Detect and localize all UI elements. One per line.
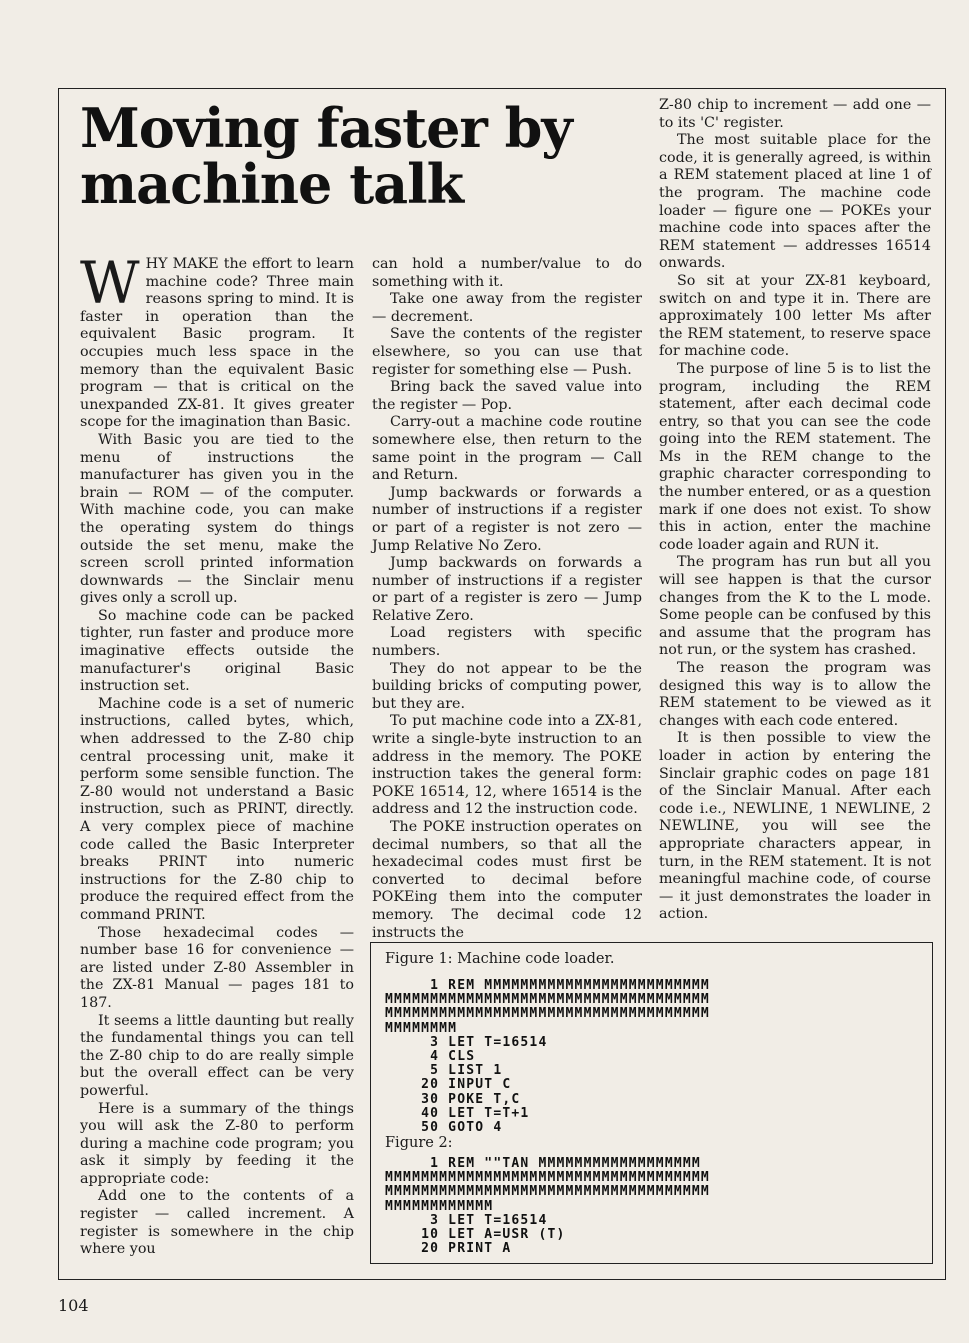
figure-1-label: Figure 1: Machine code loader. xyxy=(385,951,615,967)
paragraph: So sit at your ZX-81 keyboard, switch on and type it in. There are approximately 100 letter Ms after the REM statement, to reserve space for machine code. xyxy=(659,272,931,360)
paragraph: It is then possible to view the loader in action by entering the Sinclair graphic codes on page 181 of the Sinclair Manual. After each code i.e., NEWLINE, 1 NEWLINE, 2 NEWLINE, you will see the appropriate characters appear, in turn, in the REM statement. It is not meaningful machine code, of course — it just demonstrates the loader in action. xyxy=(659,730,931,923)
paragraph: Z-80 chip to increment — add one — to its 'C' register. xyxy=(659,97,931,131)
page-number: 104 xyxy=(58,1296,89,1315)
article-title: Moving faster by machine talk xyxy=(80,96,572,216)
paragraph: Those hexadecimal codes — number base 16 for convenience — are listed under Z-80 Assembler in the ZX-81 Manual — pages 181 to 187. xyxy=(80,924,354,1011)
drop-cap: W xyxy=(80,249,140,317)
paragraph: Here is a summary of the things you will ask the Z-80 to perform during a machine code program; you ask it simply by feeding it the appropriate code: xyxy=(80,1100,354,1187)
figure-1-listing: 1 REM MMMMMMMMMMMMMMMMMMMMMMMMM MMMMMMMMMMMMMMMMMMMMMMMMMMMMMMMMMMMM MMMMMMMMMMMMMMMMMMMMMMMMMMMMMMMMMMMM MMMMMMMM 3 LET T=16514 4 CLS 5 LIST 1 20 INPUT C 30 POKE T,C 40 LET T=T+1 50 GOTO 4 xyxy=(385,978,710,1136)
paragraph: Load registers with specific numbers. xyxy=(372,625,642,660)
paragraph: They do not appear to be the building bricks of computing power, but they are. xyxy=(372,660,642,712)
figure-2-listing: 1 REM ""TAN MMMMMMMMMMMMMMMMMM MMMMMMMMMMMMMMMMMMMMMMMMMMMMMMMMMMMM MMMMMMMMMMMMMMMMMMMMMMMMMMMMMMMMMMMM MMMMMMMMMMMM 3 LET T=16514 10 LET A=USR (T) 20 PRINT A xyxy=(385,1156,710,1257)
paragraph: So machine code can be packed tighter, run faster and produce more imaginative effects outside the manufacturer's original Basic instruction set. xyxy=(80,607,354,695)
column-3 xyxy=(659,97,931,924)
paragraph: The purpose of line 5 is to list the program, including the REM statement, after each decimal code entry, so that you can see the code going into the REM statement. The Ms in the REM change to the graphic character corresponding to the number entered, or as a question mark if one does not exist. To show this in action, enter the machine code loader again and RUN it. xyxy=(659,360,931,553)
paragraph: With Basic you are tied to the menu of instructions the manufacturer has given you in the brain — ROM — of the computer. With machine code, you can make the operating system do things outside the set menu, make the screen scroll printed information downwards — the Sinclair menu gives only a scroll up. xyxy=(80,431,354,607)
paragraph: Carry-out a machine code routine somewhere else, then return to the same point in the program — Call and Return. xyxy=(372,414,642,484)
paragraph: The reason the program was designed this way is to allow the REM statement to be viewed as it changes with each code entered. xyxy=(659,660,931,729)
paragraph: The most suitable place for the code, it is generally agreed, is within a REM statement placed at line 1 of the program. The machine code loader — figure one — POKEs your machine code into spaces after the REM statement — addresses 16514 onwards. xyxy=(659,132,931,272)
paragraph: It seems a little daunting but really the fundamental things you can tell the Z-80 chip to do are really simple but the overall effect can be very powerful. xyxy=(80,1012,354,1099)
paragraph: The POKE instruction operates on decimal numbers, so that all the hexadecimal codes must first be converted to decimal before POKEing them into the computer memory. The decimal code 12 instructs the xyxy=(372,819,642,941)
figure-box xyxy=(370,942,933,1264)
paragraph: Take one away from the register — decrement. xyxy=(372,291,642,325)
paragraph: Add one to the contents of a register — called increment. A register is somewhere in the chip where you xyxy=(80,1188,354,1258)
lead-text: HY MAKE the effort to learn machine code? Three main reasons spring to mind. It is faster in operation than the equivalent Basic program. It occupies much less space in the memory than the equivalent Basic program — that is critical on the unexpanded ZX-81. It gives greater scope for the imagination than Basic. xyxy=(80,256,354,431)
column-1 xyxy=(80,249,354,1259)
column-2 xyxy=(372,256,642,942)
paragraph: Jump backwards or forwards a number of instructions if a register or part of a register is not zero — Jump Relative No Zero. xyxy=(372,484,642,554)
paragraph: can hold a number/value to do something with it. xyxy=(372,256,642,290)
paragraph: Save the contents of the register elsewhere, so you can use that register for something else — Push. xyxy=(372,326,642,378)
lead-paragraph xyxy=(80,249,354,432)
paragraph: Bring back the saved value into the register — Pop. xyxy=(372,379,642,413)
paragraph: Machine code is a set of numeric instructions, called bytes, which, when addressed to the Z-80 chip central processing unit, make it perform some sensible function. The Z-80 would not understand a Basic instruction, such as PRINT, directly. A very complex piece of machine code called the Basic Interpreter breaks PRINT into numeric instructions for the Z-80 chip to produce the required effect from the command PRINT. xyxy=(80,695,354,923)
paragraph: Jump backwards on forwards a number of instructions if a register or part of a register is zero — Jump Relative Zero. xyxy=(372,555,642,624)
figure-2-label: Figure 2: xyxy=(385,1135,453,1151)
paragraph: To put machine code into a ZX-81, write a single-byte instruction to an address in the memory. The POKE instruction takes the general form: POKE 16514, 12, where 16514 is the address and 12 the instruction code. xyxy=(372,713,642,818)
paragraph: The program has run but all you will see happen is that the cursor changes from the K to the L mode. Some people can be confused by this and assume that the program has not run, or the system has crashed. xyxy=(659,554,931,659)
